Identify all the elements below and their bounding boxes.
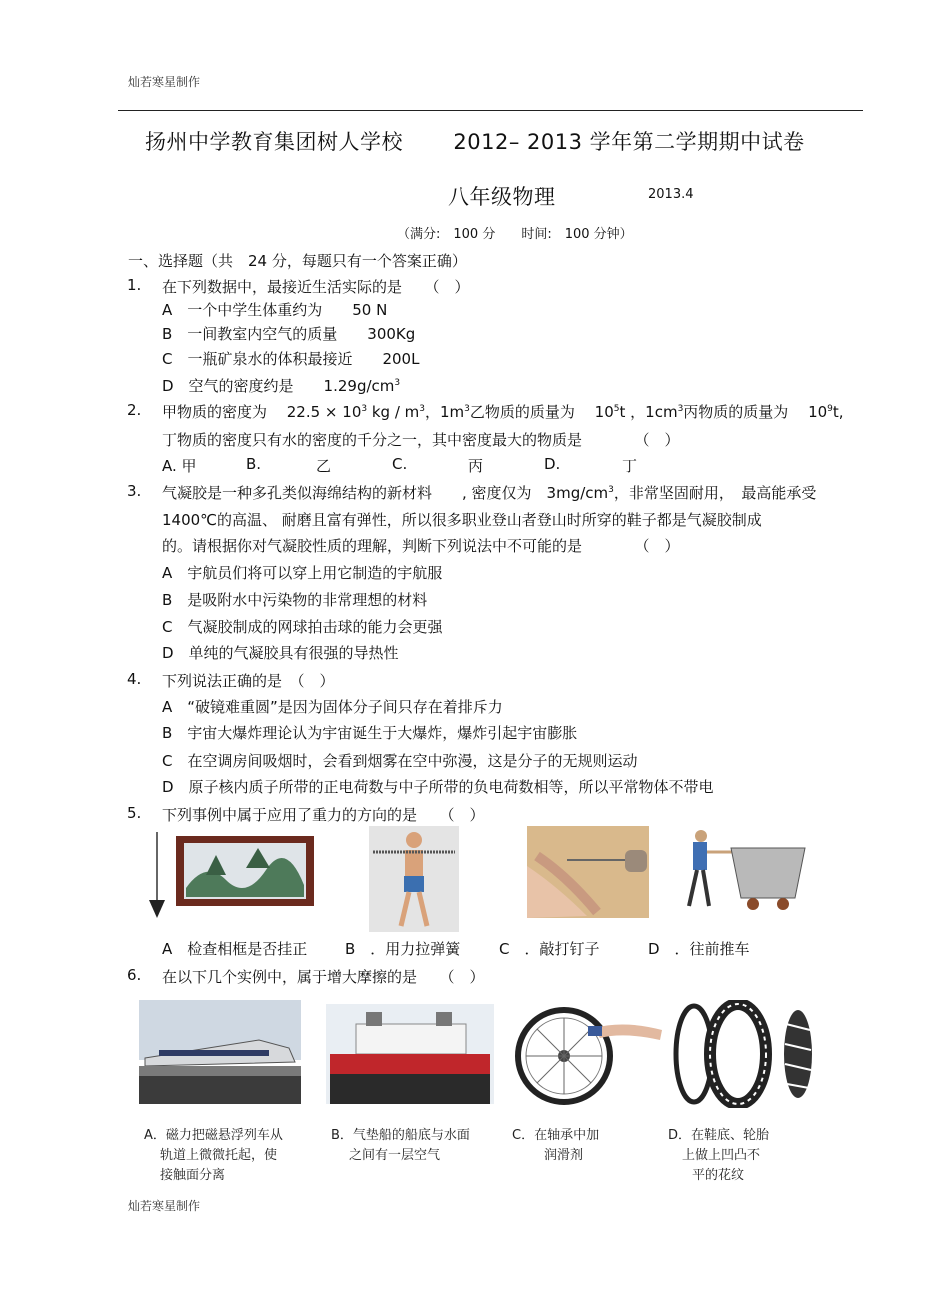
q5-option-d: D ．往前推车 (648, 940, 750, 958)
term-label: 学年第二学期期中试卷 (589, 130, 805, 154)
q6-stem: 在以下几个实例中，属于增大摩擦的是 （ ） (162, 968, 485, 986)
spring-pull-image (369, 826, 459, 932)
q2-option-b-label: B. (246, 455, 262, 473)
q2-option-a: A. 甲 (162, 457, 197, 475)
q5-option-c: C ．敲打钉子 (499, 940, 600, 958)
header-watermark: 灿若寒星制作 (128, 75, 201, 89)
q2-option-d-label: D. (544, 455, 561, 473)
q3-option-c: C 气凝胶制成的网球拍击球的能力会更强 (162, 618, 443, 636)
q2-option-b: 乙 (316, 457, 332, 475)
school-years: 2012– 2013 (453, 130, 583, 154)
q2-option-d: 丁 (622, 457, 638, 475)
school-name: 扬州中学教育集团树人学校 (145, 130, 403, 154)
q4-stem: 下列说法正确的是 （ ） (162, 672, 335, 690)
q2-number: 2. (127, 401, 142, 419)
q3-number: 3. (127, 482, 142, 500)
q2-option-c-label: C. (392, 455, 408, 473)
header-rule (118, 110, 863, 111)
q3-line3: 的。请根据你对气凝胶性质的理解，判断下列说法中不可能的是 （ ） (162, 537, 680, 555)
hammer-nail-image (527, 826, 649, 918)
bicycle-wheel-image (514, 1000, 664, 1108)
q5-number: 5. (127, 804, 142, 822)
subject-title: 八年级物理 (448, 185, 556, 209)
q6-caption-b: B．气垫船的船底与水面 之间有一层空气 (331, 1128, 470, 1163)
q3-option-d: D 单纯的气凝胶具有很强的导热性 (162, 644, 399, 662)
q4-option-c: C 在空调房间吸烟时，会看到烟雾在空中弥漫，这是分子的无规则运动 (162, 752, 638, 770)
q6-caption-a: A．磁力把磁悬浮列车从 轨道上微微托起，使 接触面分离 (144, 1128, 283, 1183)
footer-watermark: 灿若寒星制作 (128, 1199, 201, 1213)
exam-date: 2013.4 (648, 187, 694, 202)
q3-option-a: A 宇航员们将可以穿上用它制造的宇航服 (162, 564, 443, 582)
q2-option-c: 丙 (468, 457, 484, 475)
q5-option-a: A 检查相框是否挂正 (162, 940, 308, 958)
q1-stem: 在下列数据中，最接近生活实际的是 （ ） (162, 278, 470, 296)
q3-option-b: B 是吸附水中污染物的非常理想的材料 (162, 591, 428, 609)
q3-line2: 1400℃的高温、 耐磨且富有弹性，所以很多职业登山者登山时所穿的鞋子都是气凝胶制成 (162, 511, 762, 529)
push-cart-image (683, 826, 809, 914)
picture-frame-plumb-image (146, 830, 316, 920)
exam-meta: （满分: 100 分 时间: 100 分钟） (397, 227, 633, 242)
q2-line2: 丁物质的密度只有水的密度的千分之一，其中密度最大的物质是 （ ） (162, 431, 680, 449)
q4-option-a: A “破镜难重圆”是因为固体分子间只存在着排斥力 (162, 698, 503, 716)
q1-option-b: B 一间教室内空气的质量 300Kg (162, 325, 416, 343)
q1-option-d: D 空气的密度约是 $1.29g/cm^3$ (162, 377, 401, 395)
q6-caption-d: D．在鞋底、轮胎 上做上凹凸不 平的花纹 (668, 1128, 770, 1183)
section-heading: 一、选择题（共 24 分，每题只有一个答案正确） (128, 252, 467, 270)
exam-title (145, 126, 805, 156)
hovercraft-image (326, 1004, 494, 1104)
q4-option-d: D 原子核内质子所带的正电荷数与中子所带的负电荷数相等，所以平常物体不带电 (162, 778, 714, 796)
q6-caption-c: C．在轴承中加 润滑剂 (512, 1128, 600, 1163)
q1-number: 1. (127, 276, 142, 294)
q6-number: 6. (127, 966, 142, 984)
q3-line1: 气凝胶是一种多孔类似海绵结构的新材料 , 密度仅为 $3mg/cm^3$，非常坚固耐用， 最高能承受 (162, 484, 817, 502)
maglev-train-image (139, 1000, 301, 1104)
q1-option-a: A 一个中学生体重约为 50 N (162, 301, 388, 319)
q4-number: 4. (127, 670, 142, 688)
q5-stem: 下列事例中属于应用了重力的方向的是 （ ） (162, 806, 485, 824)
tire-shoe-sole-image (672, 1000, 818, 1108)
q2-line1: 甲物质的密度为 $22.5 \times 10^3$ kg / $m^3$，$1m^3$乙物质的质量为 $10^5t$ ，$1cm^3$丙物质的质量为 $10^9t$, (162, 403, 844, 421)
q5-option-b: B ．用力拉弹簧 (345, 940, 461, 958)
q4-option-b: B 宇宙大爆炸理论认为宇宙诞生于大爆炸，爆炸引起宇宙膨胀 (162, 724, 578, 742)
q1-option-c: C 一瓶矿泉水的体积最接近 200L (162, 350, 420, 368)
